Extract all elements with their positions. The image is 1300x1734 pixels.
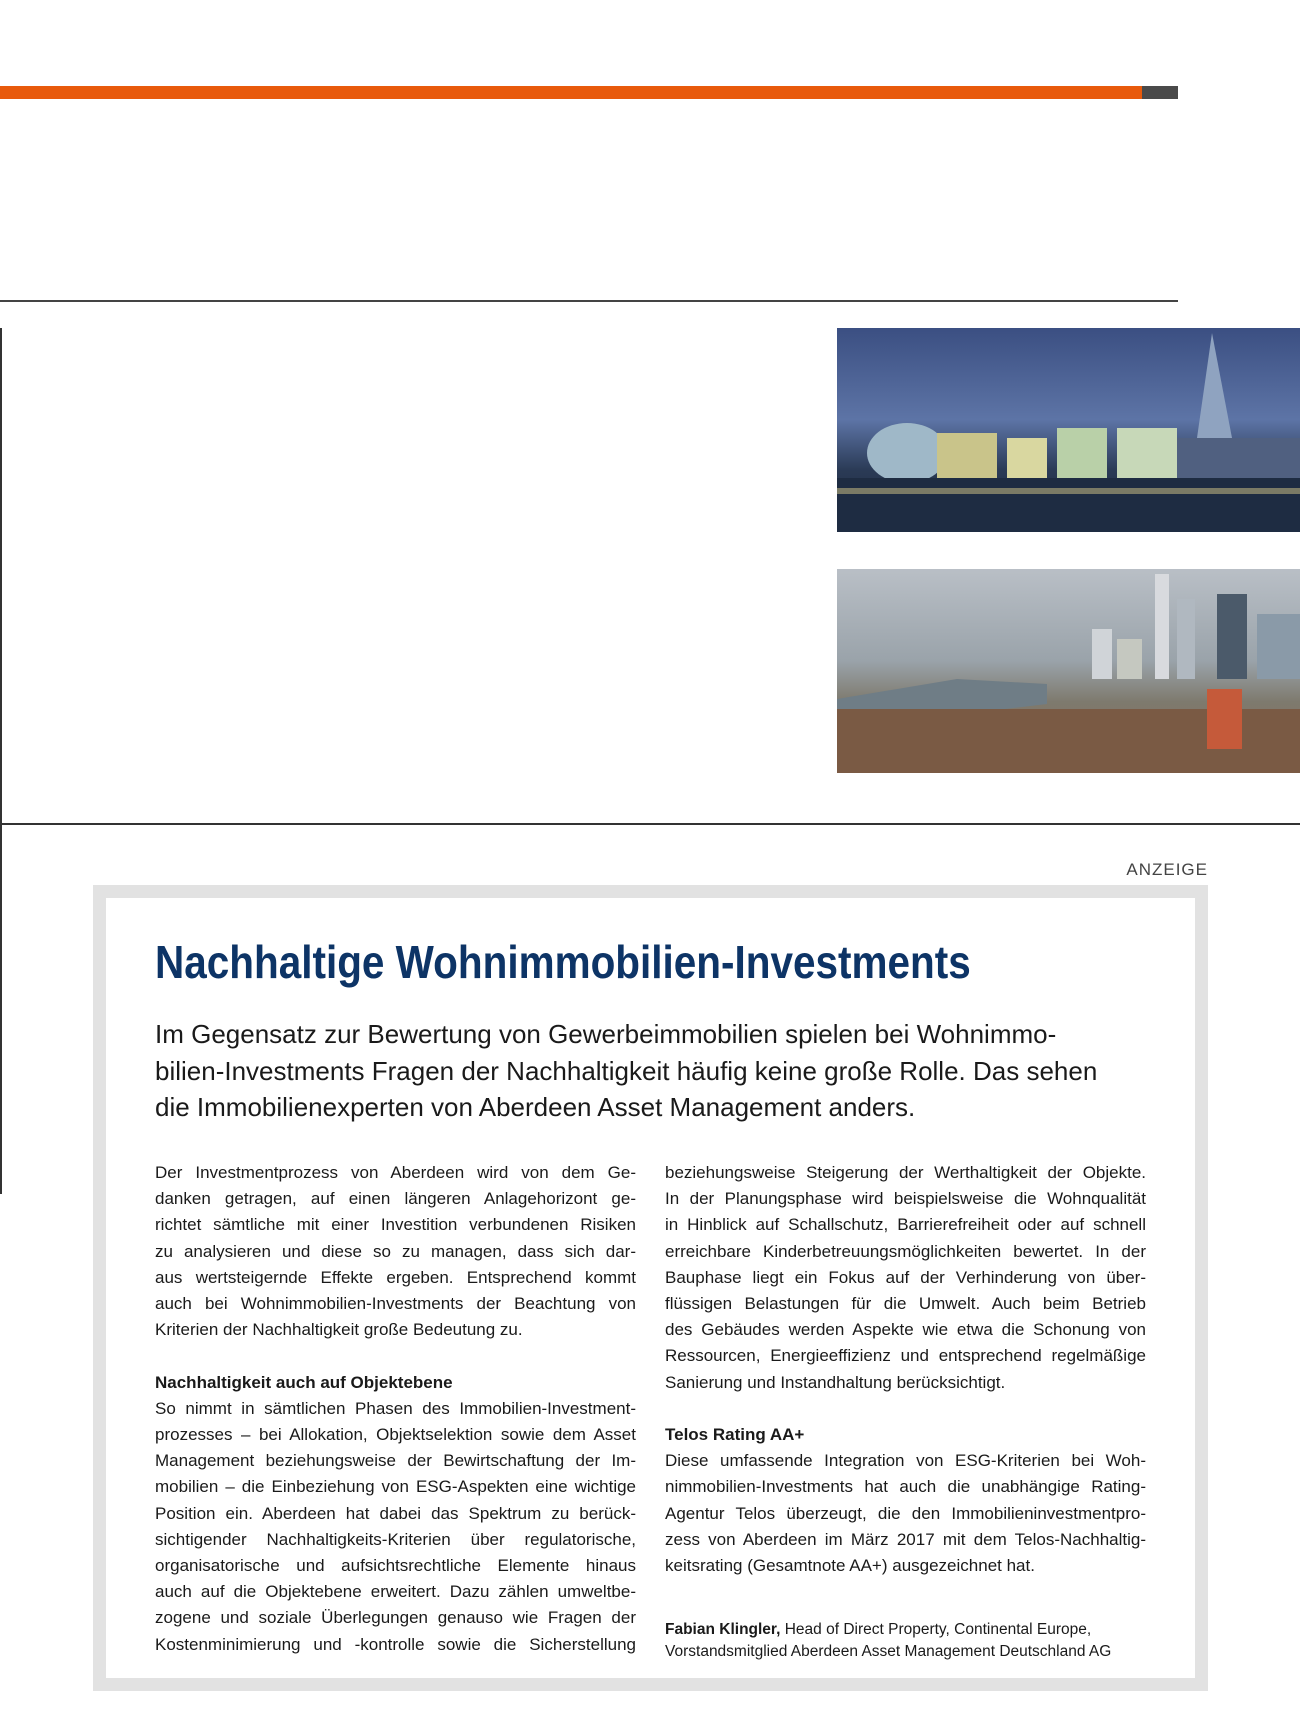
text-line: Management beziehungsweise der Bewirtschaftung der Im-	[155, 1451, 636, 1471]
text-line: So nimmt in sämtlichen Phasen des Immobilien-Investment-	[155, 1398, 636, 1418]
text-line: beziehungsweise Steigerung der Werthaltigkeit der Objekte.	[665, 1163, 1146, 1182]
text-line: Kriterien der Nachhaltigkeit große Bedeutung zu.	[155, 1320, 523, 1340]
section-paragraph	[665, 1448, 1146, 1579]
text-line: Agentur Telos überzeugt, die den Immobilieninvestmentpro-	[665, 1503, 1146, 1523]
text-line: zess von Aberdeen im März 2017 mit dem Telos-Nachhaltig-	[665, 1529, 1146, 1549]
text-line: mobilien – die Einbeziehung von ESG-Aspekten eine wichtige	[155, 1477, 636, 1497]
divider-top	[0, 300, 1178, 302]
text-line: prozesses – bei Allokation, Objektselektion sowie dem Asset	[155, 1425, 636, 1445]
text-line: Der Investmentprozess von Aberdeen wird von dem Ge-	[155, 1163, 636, 1182]
text-line: Ressourcen, Energieeffizienz und entsprechend regelmäßige	[665, 1346, 1146, 1366]
author-credit	[665, 1619, 1146, 1663]
text-line: Kostenminimierung und -kontrolle sowie die Sicherstellung	[155, 1634, 636, 1654]
text-line: zu analysieren und diese so zu managen, dass sich dar-	[155, 1241, 636, 1261]
text-line: auch bei Wohnimmobilien-Investments der Beachtung von	[155, 1294, 636, 1314]
text-line: danken getragen, auf einen längeren Anlagehorizont ge-	[155, 1189, 636, 1209]
header-bar-cap	[1142, 86, 1178, 99]
text-line: Bauphase liegt ein Fokus auf der Verhinderung von über-	[665, 1267, 1146, 1287]
lead-line: die Immobilienexperten von Aberdeen Asset Management anders.	[155, 1092, 916, 1123]
advertisement-label: ANZEIGE	[1126, 860, 1208, 879]
text-line: Diese umfassende Integration von ESG-Kriterien bei Woh-	[665, 1451, 1146, 1471]
text-line: Sanierung und Instandhaltung berücksichtigt.	[665, 1372, 1006, 1392]
text-line: in Hinblick auf Schallschutz, Barrierefreiheit oder auf schnell	[665, 1215, 1146, 1235]
lead-line: bilien-Investments Fragen der Nachhaltigkeit häufig keine große Rolle. Das sehen	[155, 1055, 1098, 1086]
section-paragraph	[155, 1396, 636, 1658]
text-line: auch auf die Objektebene erweitert. Dazu zählen umweltbe-	[155, 1582, 636, 1602]
section-heading: Telos Rating AA+	[665, 1425, 805, 1445]
author-affiliation: Vorstandsmitglied Aberdeen Asset Management Deutschland AG	[665, 1643, 1112, 1661]
text-line: aus wertsteigernde Effekte ergeben. Entsprechend kommt	[155, 1267, 636, 1287]
intro-paragraph	[155, 1160, 636, 1343]
section-heading: Nachhaltigkeit auch auf Objektebene	[155, 1372, 453, 1392]
lead-paragraph	[155, 1016, 1145, 1126]
divider-middle	[0, 823, 1300, 825]
author-role: Head of Direct Property, Continental Europe,	[780, 1621, 1092, 1639]
lead-line: Im Gegensatz zur Bewertung von Gewerbeimmobilien spielen bei Wohnimmo-	[155, 1019, 1057, 1049]
text-column-left	[155, 1160, 636, 1658]
orange-header-bar	[0, 86, 1142, 99]
text-line: des Gebäudes werden Aspekte wie etwa die Schonung von	[665, 1320, 1146, 1340]
text-line: sichtigender Nachhaltigkeits-Kriterien über regulatorische,	[155, 1529, 636, 1549]
text-line: richtet sämtliche mit einer Investition verbundenen Risiken	[155, 1215, 636, 1235]
text-line: Position ein. Aberdeen hat dabei das Spektrum zu berück-	[155, 1503, 636, 1523]
london-skyline-photo	[837, 328, 1300, 532]
author-name: Fabian Klingler,	[665, 1621, 781, 1639]
text-line: zogene und soziale Überlegungen genauso wie Fragen der	[155, 1608, 636, 1628]
text-line: keitsrating (Gesamtnote AA+) ausgezeichnet hat.	[665, 1556, 1035, 1576]
text-line: In der Planungsphase wird beispielsweise die Wohnqualität	[665, 1189, 1146, 1209]
text-line: flüssigen Belastungen für die Umwelt. Auch beim Betrieb	[665, 1294, 1146, 1314]
text-column-right	[665, 1160, 1146, 1663]
divider-left	[0, 328, 2, 1194]
text-line: erreichbare Kinderbetreuungsmöglichkeiten bewertet. In der	[665, 1241, 1146, 1261]
text-line: nimmobilien-Investments hat auch die unabhängige Rating-	[665, 1477, 1146, 1497]
article-title: Nachhaltige Wohnimmobilien-Investments	[155, 936, 971, 988]
text-line: organisatorische und aufsichtsrechtliche Elemente hinaus	[155, 1556, 636, 1576]
frankfurt-skyline-photo	[837, 569, 1300, 773]
continued-paragraph	[665, 1160, 1146, 1396]
